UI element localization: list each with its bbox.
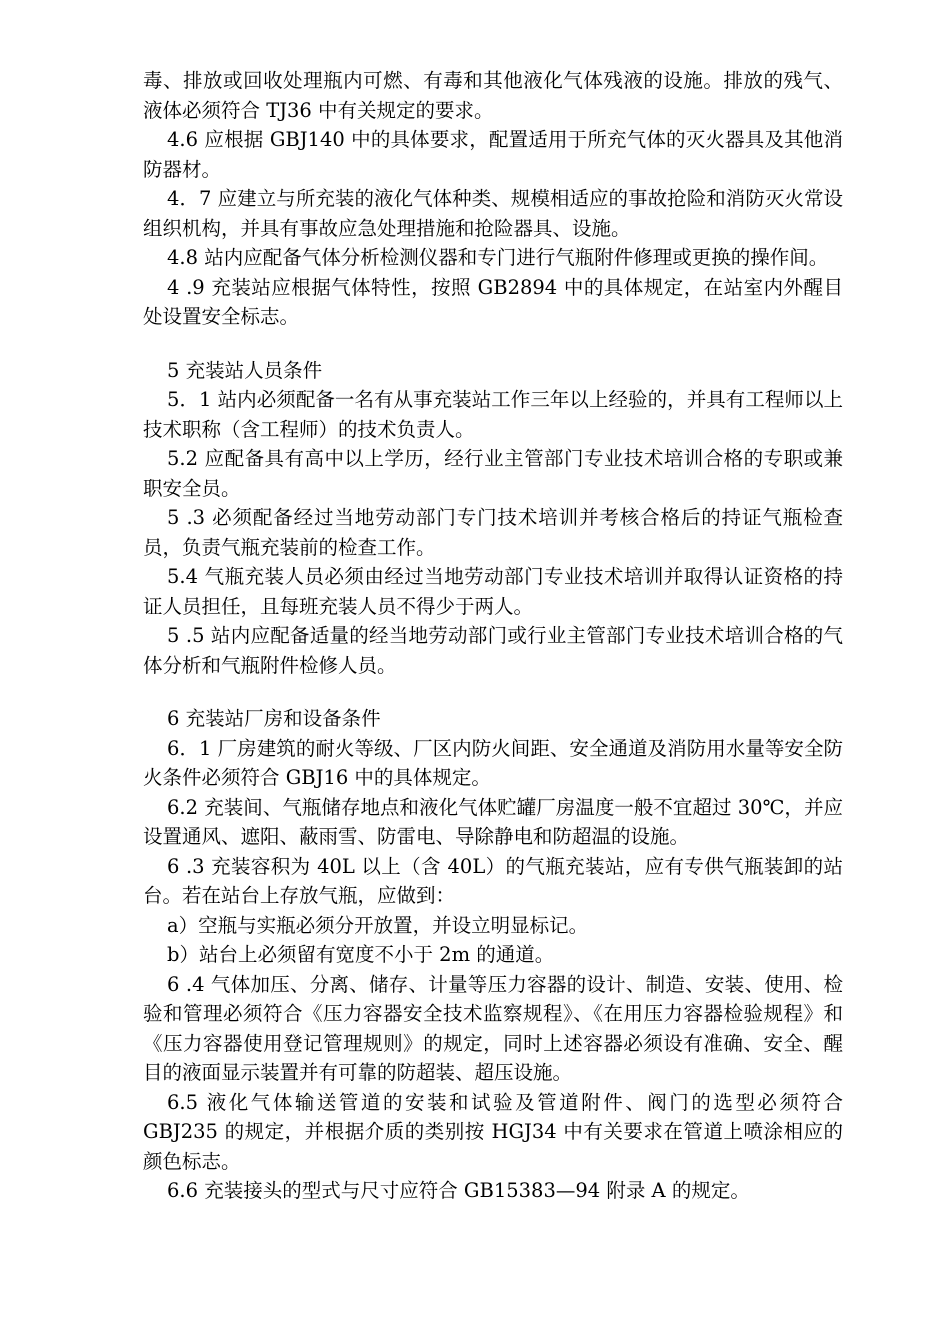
clause-4-6: 4.6 应根据 GBJ140 中的具体要求，配置适用于所充气体的灭火器具及其他消防器材。 bbox=[143, 128, 843, 181]
clause-6-6: 6.6 充装接头的型式与尺寸应符合 GB15383—94 附录 A 的规定。 bbox=[167, 1179, 750, 1202]
clause-6-3-a: a）空瓶与实瓶必须分开放置，并设立明显标记。 bbox=[167, 913, 589, 937]
clause-4-7: 4．7 应建立与所充装的液化气体种类、规模相适应的事故抢险和消防灭火常设组织机构，并具有事故应急处理措施和抢险器具、设施。 bbox=[143, 187, 843, 240]
document-page bbox=[143, 66, 843, 1206]
clause-6-5: 6.5 液化气体输送管道的安装和试验及管道附件、阀门的选型必须符合 GBJ235 的规定，并根据介质的类别按 HGJ34 中有关要求在管道上喷涂相应的颜色标志。 bbox=[143, 1090, 843, 1173]
clause-5-2: 5.2 应配备具有高中以上学历，经行业主管部门专业技术培训合格的专职或兼职安全员。 bbox=[143, 447, 843, 500]
paragraph-continuation: 毒、排放或回收处理瓶内可燃、有毒和其他液化气体残液的设施。排放的残气、液体必须符合 TJ36 中有关规定的要求。 bbox=[143, 69, 843, 122]
clause-6-1: 6．1 厂房建筑的耐火等级、厂区内防火间距、安全通道及消防用水量等安全防火条件必须符合 GBJ16 中的具体规定。 bbox=[143, 736, 843, 789]
clause-5-4: 5.4 气瓶充装人员必须由经过当地劳动部门专业技术培训并取得认证资格的持证人员担任，且每班充装人员不得少于两人。 bbox=[143, 565, 843, 618]
clause-5-5: 5 .5 站内应配备适量的经当地劳动部门或行业主管部门专业技术培训合格的气体分析和气瓶附件检修人员。 bbox=[143, 624, 843, 677]
section-heading-6: 6 充装站厂房和设备条件 bbox=[167, 707, 381, 730]
clause-6-3-b: b）站台上必须留有宽度不小于 2m 的通道。 bbox=[167, 943, 555, 966]
clause-5-3: 5 .3 必须配备经过当地劳动部门专门技术培训并考核合格后的持证气瓶检查员，负责气瓶充装前的检查工作。 bbox=[143, 506, 843, 559]
clause-5-1: 5．1 站内必须配备一名有从事充装站工作三年以上经验的，并具有工程师以上技术职称（含工程师）的技术负责人。 bbox=[143, 388, 843, 441]
section-heading-5: 5 充装站人员条件 bbox=[167, 358, 323, 382]
clause-6-3: 6 .3 充装容积为 40L 以上（含 40L）的气瓶充装站，应有专供气瓶装卸的站台。若在站台上存放气瓶，应做到： bbox=[143, 854, 843, 907]
clause-6-2: 6.2 充装间、气瓶储存地点和液化气体贮罐厂房温度一般不宜超过 30℃，并应设置通风、遮阳、蔽雨雪、防雷电、导除静电和防超温的设施。 bbox=[143, 795, 843, 848]
clause-6-4: 6 .4 气体加压、分离、储存、计量等压力容器的设计、制造、安装、使用、检验和管理必须符合《压力容器安全技术监察规程》、《在用压力容器检验规程》和《压力容器使用登记管理规则》的规定，同时上述容器必须设有准确、安全、醒目的液面显示装置并有可靠的防超装、超压设施。 bbox=[143, 972, 843, 1084]
clause-4-8: 4.8 站内应配备气体分析检测仪器和专门进行气瓶附件修理或更换的操作间。 bbox=[167, 246, 829, 269]
clause-4-9: 4 .9 充装站应根据气体特性，按照 GB2894 中的具体规定，在站室内外醒目处设置安全标志。 bbox=[143, 275, 843, 328]
